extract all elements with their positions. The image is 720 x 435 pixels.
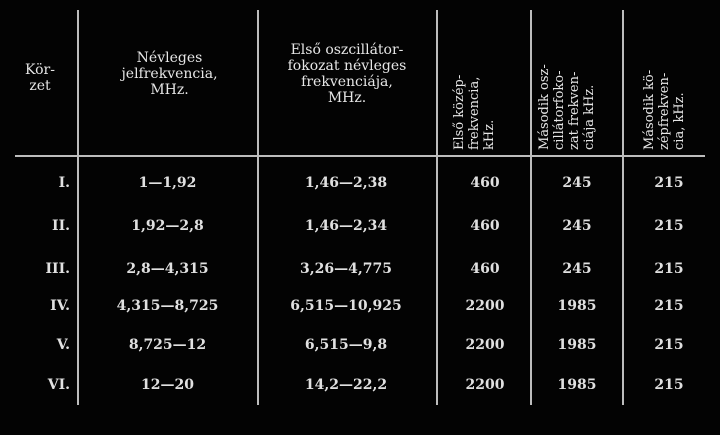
cell-masodik-kozep: 215 bbox=[654, 337, 684, 353]
cell-korzet: I. bbox=[58, 175, 70, 191]
cell-masodik-oszcillator: 245 bbox=[562, 218, 592, 234]
cell-elso-oszcillator: 14,2—22,2 bbox=[304, 377, 388, 393]
header-divider bbox=[15, 155, 705, 157]
cell-elso-kozep: 2200 bbox=[465, 298, 505, 314]
cell-masodik-kozep: 215 bbox=[654, 261, 684, 277]
cell-elso-kozep: 2200 bbox=[465, 377, 505, 393]
cell-elso-kozep: 460 bbox=[470, 261, 500, 277]
cell-masodik-kozep: 215 bbox=[654, 298, 684, 314]
header-elso-kozepfrekvencia: Első közép- frekvencia, kHz. bbox=[452, 74, 497, 150]
cell-elso-kozep: 460 bbox=[470, 175, 500, 191]
cell-jelfrekvencia: 2,8—4,315 bbox=[126, 261, 209, 277]
cell-masodik-oszcillator: 245 bbox=[562, 175, 592, 191]
cell-elso-kozep: 2200 bbox=[465, 337, 505, 353]
cell-jelfrekvencia: 1—1,92 bbox=[138, 175, 197, 191]
column-divider bbox=[257, 10, 259, 405]
header-masodik-kozepfrekvencia: Második kö- zépfrekven- cia, kHz. bbox=[642, 69, 687, 150]
cell-korzet: V. bbox=[56, 337, 70, 353]
column-divider bbox=[77, 10, 79, 405]
cell-masodik-oszcillator: 1985 bbox=[557, 298, 597, 314]
cell-masodik-oszcillator: 1985 bbox=[557, 377, 597, 393]
cell-korzet: IV. bbox=[50, 298, 70, 314]
cell-elso-oszcillator: 6,515—9,8 bbox=[304, 337, 388, 353]
cell-jelfrekvencia: 1,92—2,8 bbox=[131, 218, 204, 234]
cell-masodik-oszcillator: 1985 bbox=[557, 337, 597, 353]
cell-jelfrekvencia: 12—20 bbox=[141, 377, 194, 393]
cell-elso-oszcillator: 1,46—2,34 bbox=[304, 218, 388, 234]
cell-jelfrekvencia: 8,725—12 bbox=[128, 337, 207, 353]
header-nevleges-jelfrekvencia: Névleges jelfrekvencia, MHz. bbox=[121, 50, 218, 98]
cell-elso-kozep: 460 bbox=[470, 218, 500, 234]
header-masodik-oszcillator: Második osz- cillátorfoko- zat frekven- ciája kHz. bbox=[537, 64, 597, 150]
cell-elso-oszcillator: 1,46—2,38 bbox=[304, 175, 388, 191]
cell-korzet: VI. bbox=[47, 377, 70, 393]
cell-masodik-oszcillator: 245 bbox=[562, 261, 592, 277]
cell-masodik-kozep: 215 bbox=[654, 218, 684, 234]
cell-masodik-kozep: 215 bbox=[654, 377, 684, 393]
column-divider bbox=[436, 10, 438, 405]
cell-elso-oszcillator: 6,515—10,925 bbox=[290, 298, 402, 314]
cell-masodik-kozep: 215 bbox=[654, 175, 684, 191]
cell-elso-oszcillator: 3,26—4,775 bbox=[300, 261, 392, 277]
header-korzet: Kör- zet bbox=[25, 62, 55, 94]
cell-korzet: II. bbox=[52, 218, 70, 234]
cell-jelfrekvencia: 4,315—8,725 bbox=[116, 298, 219, 314]
header-elso-oszcillator: Első oszcillátor- fokozat névleges frekvenciája, MHz. bbox=[287, 42, 407, 106]
cell-korzet: III. bbox=[45, 261, 70, 277]
